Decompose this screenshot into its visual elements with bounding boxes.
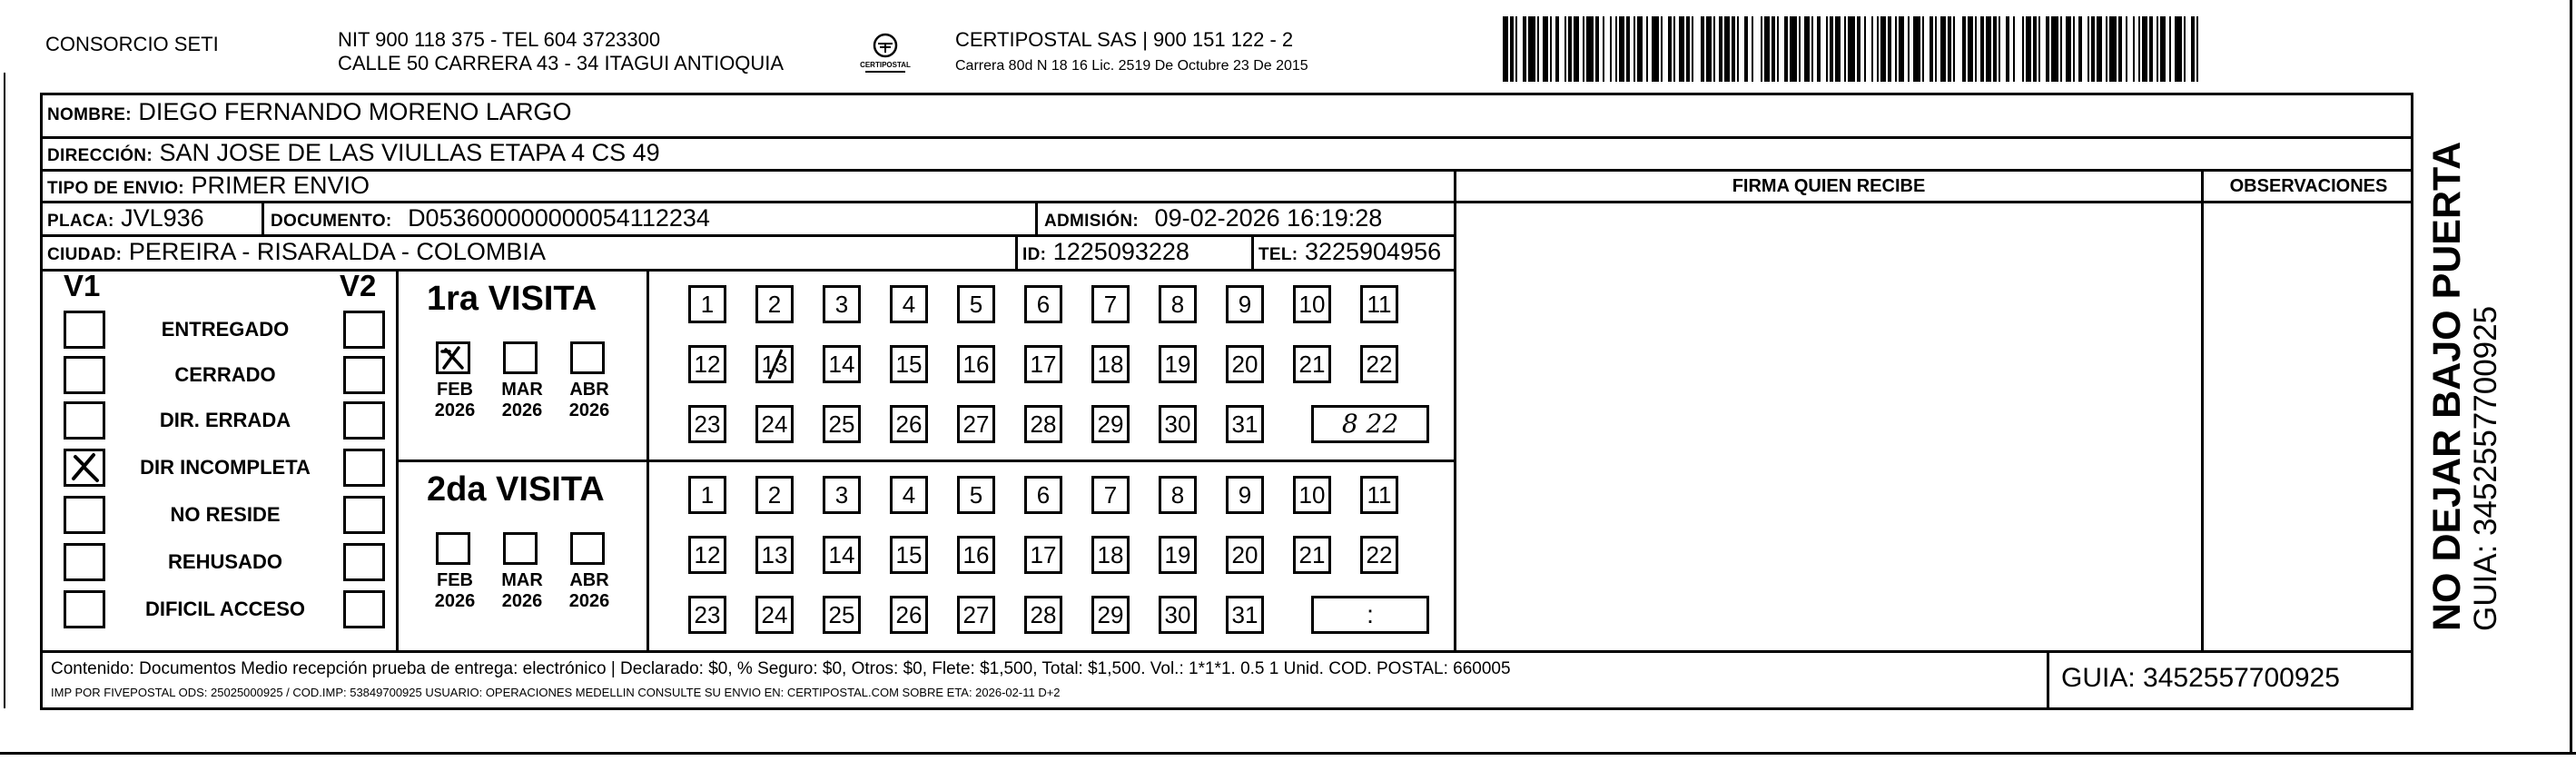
day-strike-mark xyxy=(758,348,791,380)
day-box[interactable] xyxy=(755,596,794,634)
day-number: 30 xyxy=(1164,410,1191,438)
day-number: 24 xyxy=(761,601,788,628)
day-number: 7 xyxy=(1103,481,1118,509)
day-box[interactable] xyxy=(1159,345,1197,383)
contents-line: Contenido: Documentos Medio recepción prueba de entrega: electrónico | Declarado: $0, % Seguro: $0, Otros: $0, Flete: $1,500, Total: $1,500. Vol.: 1*1*1. 0.5 1 Unid. COD. POSTAL: 660005 xyxy=(51,659,1511,678)
company-nit: NIT 900 118 375 - TEL 604 3723300 xyxy=(338,28,661,51)
month-year: 2026 xyxy=(568,591,610,611)
day-box[interactable] xyxy=(957,476,995,514)
time-value: 8 22 xyxy=(1341,409,1399,439)
v2-checkbox[interactable] xyxy=(343,543,385,581)
day-box[interactable] xyxy=(1360,536,1398,574)
month-label xyxy=(561,380,617,421)
document-value: D053600000000054112234 xyxy=(408,204,710,232)
day-number: 23 xyxy=(694,410,721,438)
day-box[interactable] xyxy=(755,405,794,443)
day-number: 22 xyxy=(1366,351,1393,378)
day-box[interactable] xyxy=(890,476,928,514)
recipient-name: DIEGO FERNANDO MORENO LARGO xyxy=(138,98,572,125)
status-label: DIR INCOMPLETA xyxy=(140,456,311,479)
company-name: CONSORCIO SETI xyxy=(45,33,219,55)
day-number: 2 xyxy=(767,481,782,509)
day-box[interactable] xyxy=(1024,536,1062,574)
month-year: 2026 xyxy=(434,400,476,420)
day-number: 16 xyxy=(962,351,990,378)
day-number: 1 xyxy=(700,291,715,318)
month-checkbox[interactable] xyxy=(436,341,470,374)
visit-title: 2da VISITA xyxy=(427,470,605,509)
v1-checkbox[interactable] xyxy=(64,449,105,487)
day-box[interactable] xyxy=(890,285,928,323)
v2-checkbox[interactable] xyxy=(343,401,385,440)
v1-checkbox[interactable] xyxy=(64,401,105,440)
left-edge-mark xyxy=(4,73,5,708)
time-value: : xyxy=(1367,600,1374,628)
day-box[interactable] xyxy=(1024,345,1062,383)
barcode xyxy=(1503,16,2202,82)
day-number: 3 xyxy=(834,291,849,318)
day-box[interactable] xyxy=(823,596,861,634)
day-box[interactable] xyxy=(688,345,726,383)
day-box[interactable] xyxy=(957,405,995,443)
day-box[interactable] xyxy=(957,285,995,323)
day-number: 2 xyxy=(767,291,782,318)
day-box[interactable] xyxy=(1159,405,1197,443)
tel-value: 3225904956 xyxy=(1304,238,1442,265)
day-number: 14 xyxy=(828,541,855,568)
month-year: 2026 xyxy=(568,400,610,420)
id-field xyxy=(1022,238,1189,269)
no-dejar-warning: NO DEJAR BAJO PUERTA xyxy=(2425,141,2469,631)
admission-value: 09-02-2026 16:19:28 xyxy=(1154,204,1383,232)
day-box[interactable] xyxy=(1360,345,1398,383)
shipment-type: PRIMER ENVIO xyxy=(191,172,370,199)
day-number: 20 xyxy=(1231,351,1258,378)
row-divider xyxy=(40,269,1456,272)
day-number: 27 xyxy=(962,410,990,438)
observations-column-header: OBSERVACIONES xyxy=(2229,176,2388,196)
day-number: 8 xyxy=(1170,291,1185,318)
day-box[interactable] xyxy=(1024,405,1062,443)
day-box[interactable] xyxy=(1293,285,1331,323)
day-box[interactable] xyxy=(1226,476,1264,514)
month-name: MAR xyxy=(501,380,543,400)
day-box[interactable] xyxy=(688,476,726,514)
day-number: 15 xyxy=(895,541,923,568)
day-box[interactable] xyxy=(1091,536,1130,574)
day-box[interactable] xyxy=(1226,405,1264,443)
day-number: 31 xyxy=(1231,410,1258,438)
month-label xyxy=(427,380,483,421)
day-number: 5 xyxy=(969,481,983,509)
row-divider xyxy=(40,201,2413,203)
signature-column-header: FIRMA QUIEN RECIBE xyxy=(1732,176,1926,196)
col-divider xyxy=(2201,169,2204,650)
month-name: ABR xyxy=(569,380,609,400)
recipient-address: SAN JOSE DE LAS VIULLAS ETAPA 4 CS 49 xyxy=(159,139,660,166)
day-box[interactable] xyxy=(688,285,726,323)
barcode-bar xyxy=(1586,16,1594,82)
day-box[interactable] xyxy=(957,536,995,574)
day-box[interactable] xyxy=(823,285,861,323)
day-box[interactable] xyxy=(1091,596,1130,634)
day-number: 9 xyxy=(1238,481,1252,509)
day-number: 18 xyxy=(1097,351,1124,378)
city-field xyxy=(47,238,546,269)
day-number: 25 xyxy=(828,410,855,438)
day-number: 10 xyxy=(1298,291,1326,318)
v1-checkbox[interactable] xyxy=(64,311,105,349)
barcode-bar xyxy=(2051,16,2058,82)
id-value: 1225093228 xyxy=(1052,238,1189,265)
day-number: 30 xyxy=(1164,601,1191,628)
city-value: PEREIRA - RISARALDA - COLOMBIA xyxy=(128,238,546,265)
v2-checkbox[interactable] xyxy=(343,449,385,487)
day-number: 27 xyxy=(962,601,990,628)
status-label: ENTREGADO xyxy=(161,318,290,341)
day-box[interactable] xyxy=(688,405,726,443)
day-number: 16 xyxy=(962,541,990,568)
logo-text: CERTIPOSTAL xyxy=(860,61,911,69)
day-box[interactable] xyxy=(1293,476,1331,514)
day-number: 19 xyxy=(1164,541,1191,568)
day-box[interactable] xyxy=(957,345,995,383)
status-label: NO RESIDE xyxy=(170,503,281,526)
day-box[interactable] xyxy=(1226,345,1264,383)
day-box[interactable] xyxy=(1159,285,1197,323)
day-number: 28 xyxy=(1030,410,1057,438)
day-box[interactable] xyxy=(823,536,861,574)
day-number: 11 xyxy=(1367,481,1392,509)
plate-label: PLACA: xyxy=(47,212,114,231)
day-box[interactable] xyxy=(823,405,861,443)
month-year: 2026 xyxy=(501,400,543,420)
plate-field xyxy=(47,204,204,235)
day-number: 12 xyxy=(694,351,721,378)
barcode-bar xyxy=(1652,16,1659,82)
day-number: 4 xyxy=(902,481,916,509)
day-box[interactable] xyxy=(688,536,726,574)
day-box[interactable] xyxy=(1024,285,1062,323)
day-box[interactable] xyxy=(1226,596,1264,634)
shipment-type-label: TIPO DE ENVIO: xyxy=(47,179,184,198)
col-divider xyxy=(1035,201,1038,234)
month-checkbox[interactable] xyxy=(570,341,605,374)
name-field xyxy=(47,98,571,129)
month-name: FEB xyxy=(437,570,473,590)
v1-checkbox[interactable] xyxy=(64,590,105,628)
tel-field xyxy=(1258,238,1441,269)
outer-right-rule xyxy=(2570,0,2572,755)
day-box[interactable] xyxy=(755,285,794,323)
month-label xyxy=(494,380,550,421)
side-text xyxy=(2426,123,2504,631)
time-box[interactable] xyxy=(1311,405,1429,443)
day-number: 28 xyxy=(1030,601,1057,628)
status-label: CERRADO xyxy=(174,363,276,386)
day-box[interactable] xyxy=(1024,596,1062,634)
barcode-bar xyxy=(1528,16,1535,82)
day-number: 15 xyxy=(895,351,923,378)
day-number: 31 xyxy=(1231,601,1258,628)
day-number: 6 xyxy=(1036,291,1051,318)
day-box[interactable] xyxy=(1024,476,1062,514)
month-checkbox[interactable] xyxy=(503,532,538,565)
day-number: 20 xyxy=(1231,541,1258,568)
day-box[interactable] xyxy=(1159,536,1197,574)
day-box[interactable] xyxy=(957,596,995,634)
footer-col-divider xyxy=(2047,650,2049,710)
day-number: 26 xyxy=(895,601,923,628)
day-box[interactable] xyxy=(1293,345,1331,383)
barcode-bar xyxy=(2175,16,2182,82)
day-number: 23 xyxy=(694,601,721,628)
barcode-gap xyxy=(2198,16,2202,82)
barcode-gap xyxy=(1955,16,1962,82)
day-number: 5 xyxy=(969,291,983,318)
month-year: 2026 xyxy=(434,591,476,611)
day-box[interactable] xyxy=(1226,536,1264,574)
certipostal-logo xyxy=(858,31,913,78)
imp-line: IMP POR FIVEPOSTAL ODS: 25025000925 / COD.IMP: 53849700925 USUARIO: OPERACIONES MEDELLIN CONSULTE SU ENVIO EN: CERTIPOSTAL.COM SOBRE ETA: 2026-02-11 D+2 xyxy=(51,686,1061,699)
v2-checkbox[interactable] xyxy=(343,311,385,349)
day-box[interactable] xyxy=(823,476,861,514)
name-label: NOMBRE: xyxy=(47,105,132,124)
day-box[interactable] xyxy=(890,536,928,574)
company-address: CALLE 50 CARRERA 43 - 34 ITAGUI ANTIOQUIA xyxy=(338,52,785,74)
day-number: 8 xyxy=(1170,481,1185,509)
day-box[interactable] xyxy=(890,345,928,383)
v1-checkbox[interactable] xyxy=(64,356,105,394)
plate-value: JVL936 xyxy=(121,204,204,232)
day-box[interactable] xyxy=(1159,476,1197,514)
day-number: 21 xyxy=(1298,541,1326,568)
day-number: 6 xyxy=(1036,481,1051,509)
barcode-bar xyxy=(2109,16,2117,82)
day-box[interactable] xyxy=(688,596,726,634)
day-number: 7 xyxy=(1103,291,1118,318)
day-box[interactable] xyxy=(823,345,861,383)
status-label: DIFICIL ACCESO xyxy=(144,598,305,620)
visit-title: 1ra VISITA xyxy=(427,280,597,318)
time-box[interactable] xyxy=(1311,596,1429,634)
barcode-gap xyxy=(2015,16,2022,82)
v1-checkbox[interactable] xyxy=(64,543,105,581)
day-number: 3 xyxy=(834,481,849,509)
day-number: 12 xyxy=(694,541,721,568)
day-number: 13 xyxy=(761,541,788,568)
v2-checkbox[interactable] xyxy=(343,496,385,534)
day-number: 29 xyxy=(1097,410,1124,438)
day-box[interactable] xyxy=(1226,285,1264,323)
day-number: 4 xyxy=(902,291,916,318)
day-number: 22 xyxy=(1366,541,1393,568)
footer-divider xyxy=(40,650,2413,653)
day-box[interactable] xyxy=(890,405,928,443)
barcode-gap xyxy=(1693,16,1701,82)
day-number: 17 xyxy=(1030,351,1057,378)
address-field xyxy=(47,139,660,170)
v2-checkbox[interactable] xyxy=(343,356,385,394)
day-box[interactable] xyxy=(1293,536,1331,574)
day-number: 10 xyxy=(1298,481,1326,509)
day-number: 1 xyxy=(700,481,715,509)
admission-field xyxy=(1044,204,1382,235)
day-number: 14 xyxy=(828,351,855,378)
carrier-name: CERTIPOSTAL SAS | 900 151 122 - 2 xyxy=(955,28,1294,51)
v2-label: V2 xyxy=(340,269,377,302)
admission-label: ADMISIÓN: xyxy=(1044,212,1140,231)
month-label xyxy=(494,570,550,612)
document-label: DOCUMENTO: xyxy=(271,212,392,231)
day-box[interactable] xyxy=(1360,476,1398,514)
col-divider xyxy=(1454,169,1456,650)
id-label: ID: xyxy=(1022,245,1047,264)
month-name: FEB xyxy=(437,380,473,400)
barcode-bar xyxy=(1913,16,1920,82)
side-guide: GUIA: 3452557700925 xyxy=(2468,305,2503,631)
day-number: 29 xyxy=(1097,601,1124,628)
v1-checkbox[interactable] xyxy=(64,496,105,534)
day-number: 21 xyxy=(1298,351,1326,378)
day-number: 9 xyxy=(1238,291,1252,318)
col-divider xyxy=(262,201,264,234)
day-box[interactable] xyxy=(1159,596,1197,634)
day-box[interactable] xyxy=(1091,345,1130,383)
day-number: 18 xyxy=(1097,541,1124,568)
row-divider xyxy=(396,460,1456,462)
month-label xyxy=(427,570,483,612)
day-number: 25 xyxy=(828,601,855,628)
day-number: 26 xyxy=(895,410,923,438)
day-box[interactable] xyxy=(755,476,794,514)
barcode-bar xyxy=(1848,16,1855,82)
address-label: DIRECCIÓN: xyxy=(47,146,153,165)
day-number: 11 xyxy=(1367,291,1392,318)
day-box[interactable] xyxy=(1091,405,1130,443)
outer-bottom-rule xyxy=(0,752,2576,755)
tel-label: TEL: xyxy=(1258,245,1298,264)
col-divider xyxy=(1015,234,1018,269)
shipment-type-field xyxy=(47,172,370,203)
month-label xyxy=(561,570,617,612)
month-checkbox[interactable] xyxy=(570,532,605,565)
status-label: REHUSADO xyxy=(168,550,282,573)
v1-label: V1 xyxy=(64,269,101,302)
month-name: MAR xyxy=(501,570,543,590)
day-number: 19 xyxy=(1164,351,1191,378)
footer-guide: GUIA: 3452557700925 xyxy=(2061,663,2340,693)
day-box[interactable] xyxy=(755,536,794,574)
barcode-bar xyxy=(1790,16,1797,82)
day-number: 13 xyxy=(761,351,788,378)
day-number: 17 xyxy=(1030,541,1057,568)
carrier-license: Carrera 80d N 18 16 Lic. 2519 De Octubre 23 De 2015 xyxy=(955,58,1308,74)
col-divider xyxy=(1251,234,1254,269)
month-checkbox[interactable] xyxy=(436,532,470,565)
day-box[interactable] xyxy=(1091,476,1130,514)
v2-checkbox[interactable] xyxy=(343,590,385,628)
month-year: 2026 xyxy=(501,591,543,611)
document-field xyxy=(271,204,710,235)
day-box[interactable] xyxy=(755,345,794,383)
day-box[interactable] xyxy=(890,596,928,634)
day-number: 24 xyxy=(761,410,788,438)
city-label: CIUDAD: xyxy=(47,245,123,264)
day-box[interactable] xyxy=(1091,285,1130,323)
day-box[interactable] xyxy=(1360,285,1398,323)
month-name: ABR xyxy=(569,570,609,590)
month-checkbox[interactable] xyxy=(503,341,538,374)
barcode-gap xyxy=(1753,16,1761,82)
status-label: DIR. ERRADA xyxy=(159,409,291,431)
